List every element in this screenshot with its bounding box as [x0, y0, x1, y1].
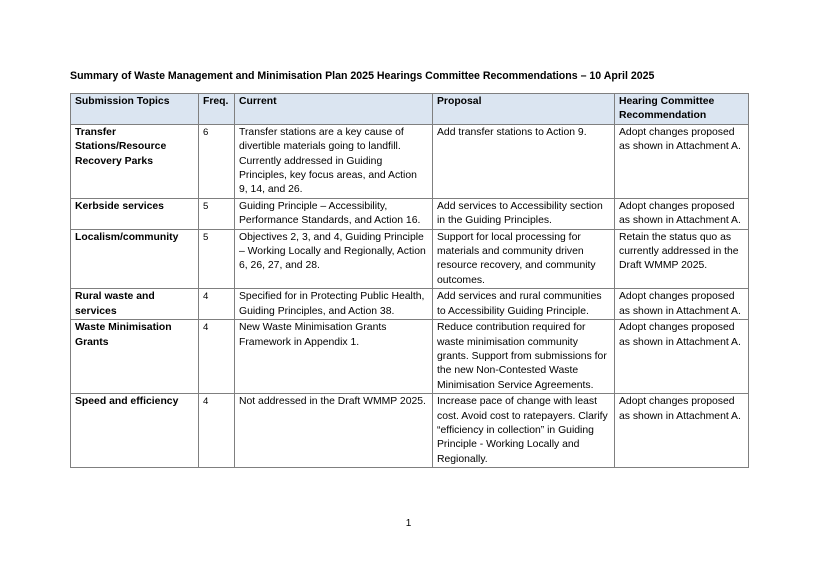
cell-current: Transfer stations are a key cause of divertible materials going to landfill. Currently addressed in Guiding Principles, key focus areas, and Action 9, 14, and 26.	[235, 124, 433, 198]
cell-recommendation: Adopt changes proposed as shown in Attachment A.	[615, 320, 749, 394]
cell-current: Guiding Principle – Accessibility, Performance Standards, and Action 16.	[235, 198, 433, 229]
cell-topic: Transfer Stations/Resource Recovery Parks	[71, 124, 199, 198]
document-title: Summary of Waste Management and Minimisation Plan 2025 Hearings Committee Recommendations – 10 April 2025	[70, 70, 655, 82]
cell-topic: Waste Minimisation Grants	[71, 320, 199, 394]
cell-current: Objectives 2, 3, and 4, Guiding Principle – Working Locally and Regionally, Action 6, 26, 27, and 28.	[235, 229, 433, 289]
page-number: 1	[405, 518, 412, 529]
cell-proposal: Add services and rural communities to Accessibility Guiding Principle.	[433, 289, 615, 320]
cell-recommendation: Adopt changes proposed as shown in Attachment A.	[615, 124, 749, 198]
table-row	[71, 394, 749, 468]
cell-topic: Speed and efficiency	[71, 394, 199, 468]
cell-topic: Kerbside services	[71, 198, 199, 229]
table-row	[71, 229, 749, 289]
cell-recommendation: Retain the status quo as currently addressed in the Draft WMMP 2025.	[615, 229, 749, 289]
cell-frequency: 4	[199, 289, 235, 320]
header-proposal: Proposal	[433, 94, 615, 125]
cell-frequency: 5	[199, 229, 235, 289]
cell-proposal: Increase pace of change with least cost. Avoid cost to ratepayers. Clarify “efficiency in collection” in Guiding Principle - Working Locally and Regionally.	[433, 394, 615, 468]
cell-topic: Localism/community	[71, 229, 199, 289]
cell-current: Not addressed in the Draft WMMP 2025.	[235, 394, 433, 468]
cell-proposal: Support for local processing for materials and community driven resource recovery, and community outcomes.	[433, 229, 615, 289]
cell-current: Specified for in Protecting Public Health, Guiding Principles, and Action 38.	[235, 289, 433, 320]
table-row	[71, 289, 749, 320]
cell-topic: Rural waste and services	[71, 289, 199, 320]
cell-recommendation: Adopt changes proposed as shown in Attachment A.	[615, 198, 749, 229]
recommendations-table	[70, 93, 749, 468]
header-submission-topics: Submission Topics	[71, 94, 199, 125]
table-header-row	[71, 94, 749, 125]
cell-frequency: 6	[199, 124, 235, 198]
cell-proposal: Reduce contribution required for waste minimisation community grants. Support from submissions for the new Non-Contested Waste Minimisation Service Agreements.	[433, 320, 615, 394]
cell-recommendation: Adopt changes proposed as shown in Attachment A.	[615, 394, 749, 468]
header-frequency: Freq.	[199, 94, 235, 125]
header-recommendation: Hearing Committee Recommendation	[615, 94, 749, 125]
cell-frequency: 4	[199, 394, 235, 468]
cell-frequency: 4	[199, 320, 235, 394]
cell-current: New Waste Minimisation Grants Framework in Appendix 1.	[235, 320, 433, 394]
cell-proposal: Add transfer stations to Action 9.	[433, 124, 615, 198]
header-current: Current	[235, 94, 433, 125]
cell-recommendation: Adopt changes proposed as shown in Attachment A.	[615, 289, 749, 320]
table-row	[71, 198, 749, 229]
table-row	[71, 320, 749, 394]
table-row	[71, 124, 749, 198]
cell-proposal: Add services to Accessibility section in the Guiding Principles.	[433, 198, 615, 229]
cell-frequency: 5	[199, 198, 235, 229]
